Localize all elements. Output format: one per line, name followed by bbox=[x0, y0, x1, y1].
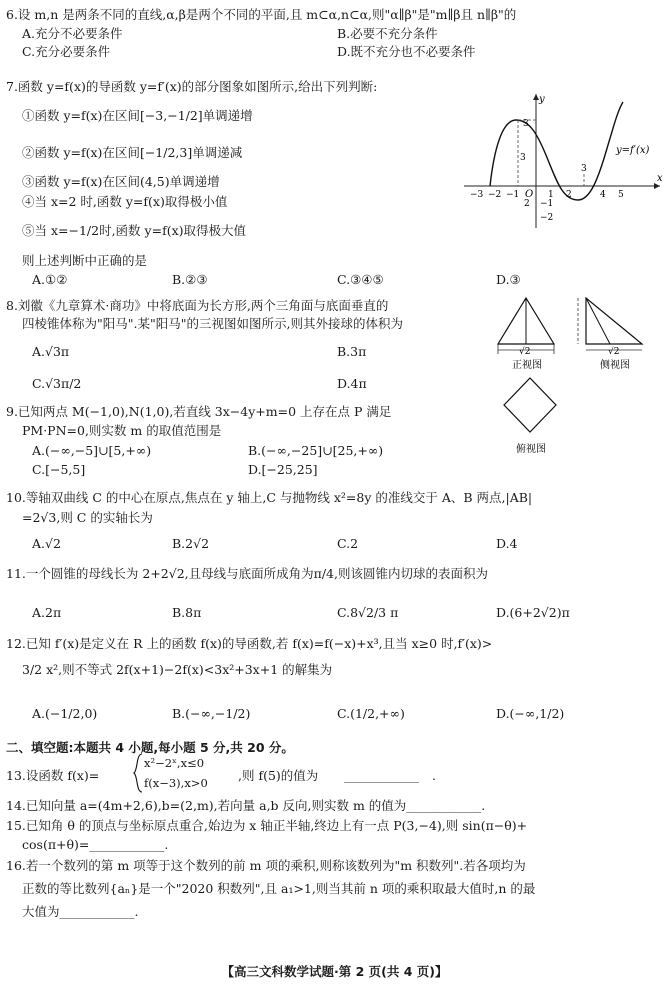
q7-option-c: C.③④⑤ bbox=[337, 272, 384, 287]
q8-line-2: 四棱锥体称为"阳马".某"阳马"的三视图如图所示,则其外接球的体积为 bbox=[22, 316, 403, 331]
q7-option-b: B.②③ bbox=[172, 272, 208, 287]
graph-x-tick: 4 bbox=[600, 190, 606, 200]
graph-x-tick: −2 bbox=[488, 190, 502, 200]
top-view-diagram bbox=[500, 374, 566, 460]
graph-curve-label: y=f′(x) bbox=[616, 145, 650, 156]
q15-line-2: cos(π+θ)=____________. bbox=[22, 837, 169, 852]
q15-line-1: 15.已知角 θ 的顶点与坐标原点重合,始边为 x 轴正半轴,终边上有一点 P(3,−4),则 sin(π−θ)+ bbox=[6, 818, 528, 833]
q16-line-3: 大值为____________. bbox=[22, 904, 139, 919]
q8-option-b: B.3π bbox=[337, 344, 367, 359]
q11-option-b: B.8π bbox=[172, 605, 202, 620]
q6-stem: 6.设 m,n 是两条不同的直线,α,β是两个不同的平面,且 m⊂α,n⊂α,则"α∥β"是"m∥β且 n∥β"的 bbox=[6, 7, 517, 22]
q13-answer-blank[interactable]: ____________ bbox=[344, 768, 419, 783]
q12-option-c: C.(1/2,+∞) bbox=[337, 706, 405, 721]
q7-option-a: A.①② bbox=[32, 272, 68, 287]
side-view-diagram bbox=[570, 292, 650, 372]
section-2-heading: 二、填空题:本题共 4 小题,每小题 5 分,共 20 分。 bbox=[6, 740, 294, 755]
q6-option-d: D.既不充分也不必要条件 bbox=[337, 44, 476, 59]
graph-x-tick: 2 bbox=[566, 190, 572, 200]
q12-option-a: A.(−1/2,0) bbox=[32, 706, 98, 721]
q10-option-a: A.√2 bbox=[32, 536, 61, 551]
q13-case-2: f(x−3),x>0 bbox=[144, 776, 208, 790]
q12-option-b: B.(−∞,−1/2) bbox=[172, 706, 251, 721]
front-view-dim: √2 bbox=[519, 347, 531, 357]
q11-option-c: C.8√2/3 π bbox=[337, 605, 399, 620]
side-view-dim: √2 bbox=[608, 347, 620, 357]
graph-x-label: x bbox=[657, 173, 663, 184]
page-footer: 【高三文科数学试题·第 2 页(共 4 页)】 bbox=[221, 964, 448, 979]
piecewise-brace bbox=[132, 752, 144, 794]
q7-stem: 7.函数 y=f(x)的导函数 y=f′(x)的部分图象如图所示,给出下列判断: bbox=[6, 79, 378, 94]
q6-option-c: C.充分必要条件 bbox=[22, 44, 111, 59]
q7-option-d: D.③ bbox=[496, 272, 521, 287]
q10-option-c: C.2 bbox=[337, 536, 359, 551]
q16-line-2: 正数的等比数列{aₙ}是一个"2020 积数列",且 a₁>1,则当其前 n 项的乘积取最大值时,n 的最 bbox=[22, 881, 536, 896]
graph-x-tick: −3 bbox=[470, 190, 484, 200]
graph-origin: O bbox=[525, 189, 534, 200]
q6-option-b: B.必要不充分条件 bbox=[337, 26, 438, 41]
graph-x-tick: 5 bbox=[618, 190, 624, 200]
q13-end: . bbox=[432, 768, 436, 783]
q11-stem: 11.一个圆锥的母线长为 2+2√2,且母线与底面所成角为π/4,则该圆锥内切球的表面积为 bbox=[6, 566, 488, 581]
q7-lead: 则上述判断中正确的是 bbox=[22, 253, 148, 268]
q8-option-d: D.4π bbox=[337, 376, 367, 391]
q7-statement-5: ⑤当 x=−1/2时,函数 y=f(x)取得极大值 bbox=[22, 223, 246, 238]
q9-option-c: C.[−5,5] bbox=[32, 462, 86, 477]
q11-option-a: A.2π bbox=[32, 605, 62, 620]
graph-y-tick: 3 bbox=[523, 119, 529, 129]
q9-line-2: PM·PN=0,则实数 m 的取值范围是 bbox=[22, 423, 222, 438]
q8-option-c: C.√3π/2 bbox=[32, 376, 82, 391]
q9-line-1: 9.已知两点 M(−1,0),N(1,0),若直线 3x−4y+m=0 上存在点 P 满足 bbox=[6, 404, 392, 419]
q13-lead: 13.设函数 f(x)= bbox=[6, 768, 100, 783]
q7-statement-1: ①函数 y=f(x)在区间[−3,−1/2]单调递增 bbox=[22, 108, 253, 123]
q8-option-a: A.√3π bbox=[32, 344, 70, 359]
q13-tail: ,则 f(5)的值为 bbox=[238, 768, 319, 783]
derivative-graph bbox=[460, 90, 665, 230]
front-view-diagram bbox=[492, 292, 562, 372]
q12-line-2: 3/2 x²,则不等式 2f(x+1)−2f(x)<3x²+3x+1 的解集为 bbox=[22, 662, 333, 677]
graph-y-tick: 2 bbox=[524, 199, 530, 209]
q11-option-d: D.(6+2√2)π bbox=[496, 605, 570, 620]
q7-statement-3: ③函数 y=f(x)在区间(4,5)单调递增 bbox=[22, 174, 220, 189]
side-view-caption: 侧视图 bbox=[600, 360, 630, 371]
top-view-caption: 俯视图 bbox=[516, 444, 546, 455]
q7-statement-2: ②函数 y=f(x)在区间[−1/2,3]单调递减 bbox=[22, 145, 243, 160]
q7-statement-4: ④当 x=2 时,函数 y=f(x)取得极小值 bbox=[22, 194, 228, 209]
q12-line-1: 12.已知 f′(x)是定义在 R 上的函数 f(x)的导函数,若 f(x)=f(−x)+x³,且当 x≥0 时,f′(x)> bbox=[6, 636, 493, 651]
graph-y-tick: −1 bbox=[540, 199, 554, 209]
q10-option-b: B.2√2 bbox=[172, 536, 210, 551]
q10-line-2: =2√3,则 C 的实轴长为 bbox=[22, 510, 153, 525]
graph-y-label: y bbox=[539, 94, 545, 105]
q12-option-d: D.(−∞,1/2) bbox=[496, 706, 565, 721]
q13-case-1: x²−2ˣ,x≤0 bbox=[144, 756, 205, 770]
graph-dashed-mark: 3 bbox=[520, 153, 526, 163]
q10-option-d: D.4 bbox=[496, 536, 518, 551]
q16-line-1: 16.若一个数列的第 m 项等于这个数列的前 m 项的乘积,则称该数列为"m 积数列".若各项均为 bbox=[6, 858, 526, 873]
graph-x-tick: 3 bbox=[581, 164, 587, 174]
q9-option-d: D.[−25,25] bbox=[248, 462, 318, 477]
graph-x-tick: −1 bbox=[506, 190, 520, 200]
q8-line-1: 8.刘徽《九章算术·商功》中将底面为长方形,两个三角面与底面垂直的 bbox=[6, 298, 389, 313]
q14-text: 14.已知向量 a=(4m+2,6),b=(2,m),若向量 a,b 反向,则实数 m 的值为____________. bbox=[6, 798, 486, 813]
graph-y-tick: −2 bbox=[540, 213, 554, 223]
graph-x-tick: 1 bbox=[548, 190, 554, 200]
q9-option-b: B.(−∞,−25]∪[25,+∞) bbox=[248, 443, 384, 458]
q10-line-1: 10.等轴双曲线 C 的中心在原点,焦点在 y 轴上,C 与抛物线 x²=8y 的准线交于 A、B 两点,|AB| bbox=[6, 490, 533, 505]
q9-option-a: A.(−∞,−5]∪[5,+∞) bbox=[32, 443, 152, 458]
front-view-caption: 正视图 bbox=[512, 360, 542, 371]
q6-option-a: A.充分不必要条件 bbox=[22, 26, 123, 41]
